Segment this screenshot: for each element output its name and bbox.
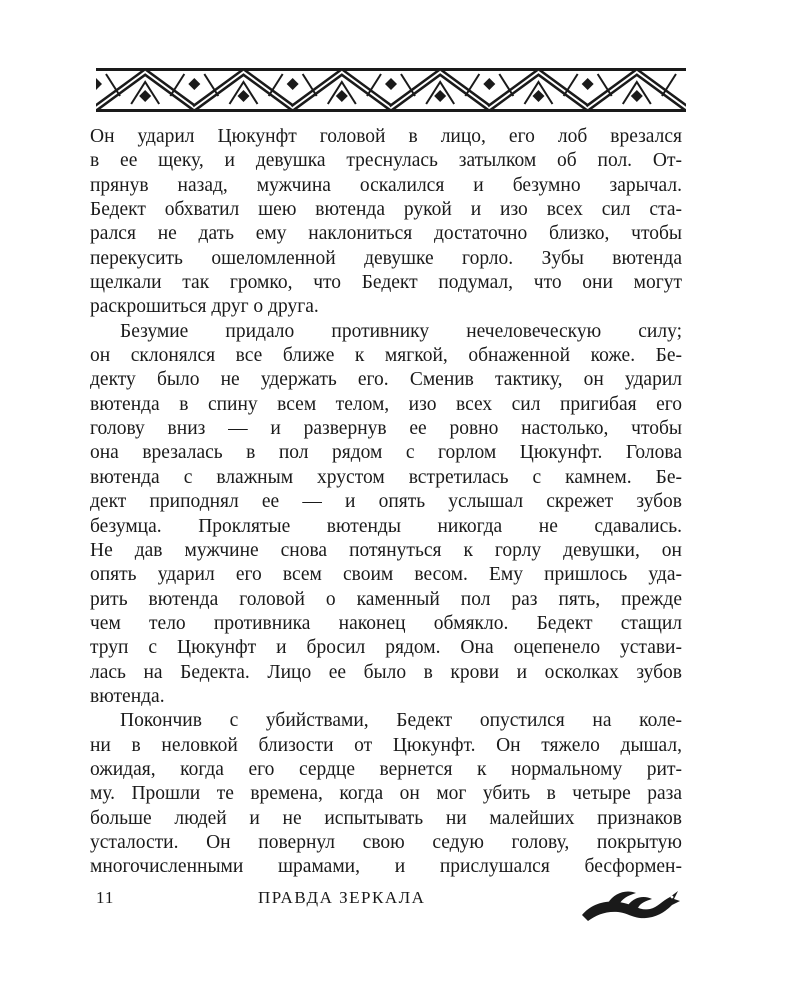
zigzag-ornament-icon [96,68,686,112]
running-title: ПРАВДА ЗЕРКАЛА [258,888,426,907]
text-line: Бедект обхватил шею вютенда рукой и изо всех сил ста- [90,199,682,221]
text-line: рался не дать ему наклониться достаточно близко, чтобы [90,223,682,245]
text-line: безумца. Проклятые вютенды никогда не сдавались. [90,515,682,537]
dragon-icon [578,885,682,925]
text-line: ни в неловкой близости от Цюкунфт. Он тяжело дышал, [90,734,682,756]
text-line: голову вниз — и развернув ее ровно настолько, чтобы [90,418,682,440]
text-line: вютенда в спину всем телом, изо всех сил пригибая его [90,393,682,415]
text-line: Не дав мужчине снова потянуться к горлу девушки, он [90,539,682,561]
text-line: опять ударил его всем своим весом. Ему пришлось уда- [90,564,682,586]
text-line: Покончив с убийствами, Бедект опустился на коле- [120,710,682,732]
text-line: вютенда. [90,685,165,707]
text-line: му. Прошли те времена, когда он мог убить в четыре раза [90,783,682,805]
text-line: Безумие придало противнику нечеловеческую силу; [120,320,682,342]
text-line: многочисленными шрамами, и прислушался бесформен- [90,856,682,878]
text-line: труп с Цюкунфт и бросил рядом. Она оцепенело устави- [90,637,682,659]
text-line: раскрошиться друг о друга. [90,296,319,318]
text-line: рить вютенда головой о каменный пол раз пять, прежде [90,588,682,610]
text-line: лась на Бедекта. Лицо ее было в крови и осколках зубов [90,661,682,683]
text-line: усталости. Он повернул свою седую голову, покрытую [90,831,682,853]
text-line: перекусить ошеломленной девушке горло. Зубы вютенда [90,247,682,269]
page-body-text [90,125,682,880]
text-line: декту было не удержать его. Сменив тактику, он ударил [90,369,682,391]
text-line: Он ударил Цюкунфт головой в лицо, его лоб врезался [90,126,682,147]
text-line: ожидая, когда его сердце вернется к нормальному рит- [90,758,682,780]
text-line: больше людей и не испытывать ни малейших признаков [90,807,682,829]
text-line: вютенда с влажным хрустом встретилась с камнем. Бе- [90,466,682,488]
text-line: прянув назад, мужчина оскалился и безумно зарычал. [90,174,682,196]
text-line: щелкали так громко, что Бедект подумал, что они могут [90,272,682,294]
text-line: она врезалась в пол рядом с горлом Цюкунфт. Голова [90,442,682,464]
text-line: дект приподнял ее — и опять услышал скрежет зубов [90,491,682,513]
text-line: чем тело противника наконец обмякло. Бедект стащил [90,612,682,634]
page-number: 11 [96,888,115,907]
text-line: он склонялся все ближе к мягкой, обнаженной коже. Бе- [90,345,682,367]
page-footer [90,885,690,925]
text-line: в ее щеку, и девушка треснулась затылком об пол. От- [90,150,682,172]
